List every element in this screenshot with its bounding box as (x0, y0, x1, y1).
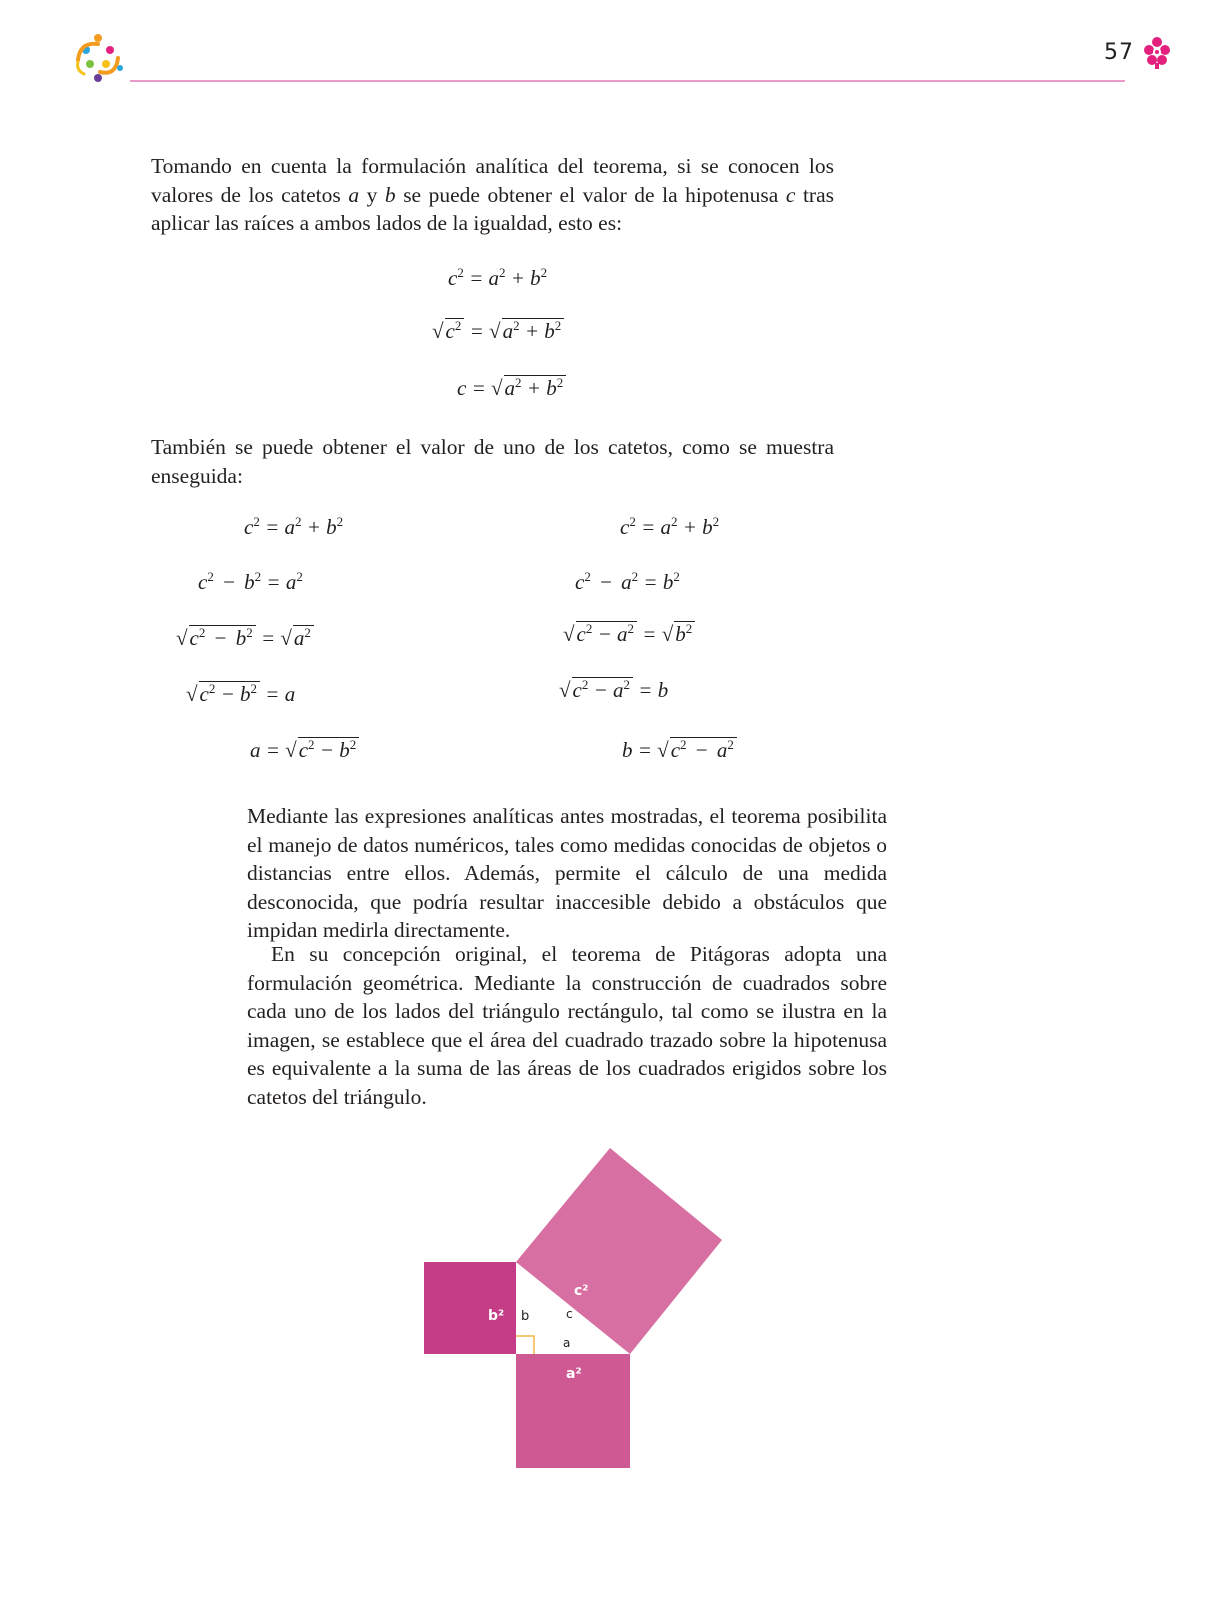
equation-left-4: $√c^2 - b^2 = a$ (186, 681, 296, 706)
equation-right-5: $b = √c^2 - a^2$ (622, 737, 737, 763)
catetos-paragraph: También se puede obtener el valor de uno de los catetos, como se muestra enseguida: (151, 435, 834, 488)
label-b-square: b² (488, 1308, 505, 1324)
label-b: b (521, 1309, 530, 1324)
page-number: 57 (1104, 40, 1134, 65)
pink-flower-icon (1142, 36, 1172, 70)
label-a-square: a² (566, 1366, 582, 1382)
right-angle-marker (516, 1336, 534, 1354)
geometric-paragraph: En su concepción original, el teorema de Pitágoras adopta una formulación geométrica. Mediante la construcción de cuadrados sobre cada uno de los lados del triángulo rectángulo, tal como se ilustra en la imagen, se establece que el área del cuadrado trazado sobre la hipotenusa es equivalente a la suma de las áreas de los cuadrados erigidos sobre los catetos del triángulo. (247, 942, 887, 1109)
label-c-square: c² (574, 1283, 589, 1299)
header-rule (130, 80, 1125, 82)
equation-left-2: $c^2 - b^2 = a^2$ (198, 569, 303, 594)
square-c (516, 1148, 722, 1354)
equation-left-5: $a = √c^2 - b^2$ (250, 737, 359, 763)
label-a: a (563, 1336, 571, 1350)
equation-sqrt-both-sides: $√c^2 = √a^2 + b^2$ (432, 318, 564, 344)
pythagoras-squares-figure (420, 1140, 730, 1480)
equation-left-1: $c^2 = a^2 + b^2$ (244, 514, 344, 539)
equation-pythagoras: $c^2 = a^2 + b^2$ (448, 265, 548, 290)
equation-right-4: $√c^2 - a^2 = b$ (559, 677, 669, 702)
equation-hypotenuse: $c = √a^2 + b^2$ (457, 375, 566, 401)
colorful-dots-logo-icon (70, 30, 126, 86)
equation-left-3: $√c^2 - b^2 = √a^2$ (176, 625, 314, 651)
equation-right-1: $c^2 = a^2 + b^2$ (620, 514, 720, 539)
label-c: c (566, 1307, 573, 1321)
expressions-paragraph: Mediante las expresiones analíticas antes mostradas, el teorema posibilita el manejo de datos numéricos, tales como medidas conocidas de objetos o distancias entre ellos. Además, permite el cálculo de una medida desconocida, que podría resultar inaccesible debido a obstáculos que impidan medirla directamente. (247, 804, 887, 942)
intro-paragraph: Tomando en cuenta la formulación analítica del teorema, si se conocen los valores de los catetos a y b se puede obtener el valor de la hipotenusa c tras aplicar las raíces a ambos lados de la igualdad, esto es: (151, 154, 835, 235)
equation-right-3: $√c^2 - a^2 = √b^2$ (563, 621, 695, 647)
equation-right-2: $c^2 - a^2 = b^2$ (575, 569, 680, 594)
